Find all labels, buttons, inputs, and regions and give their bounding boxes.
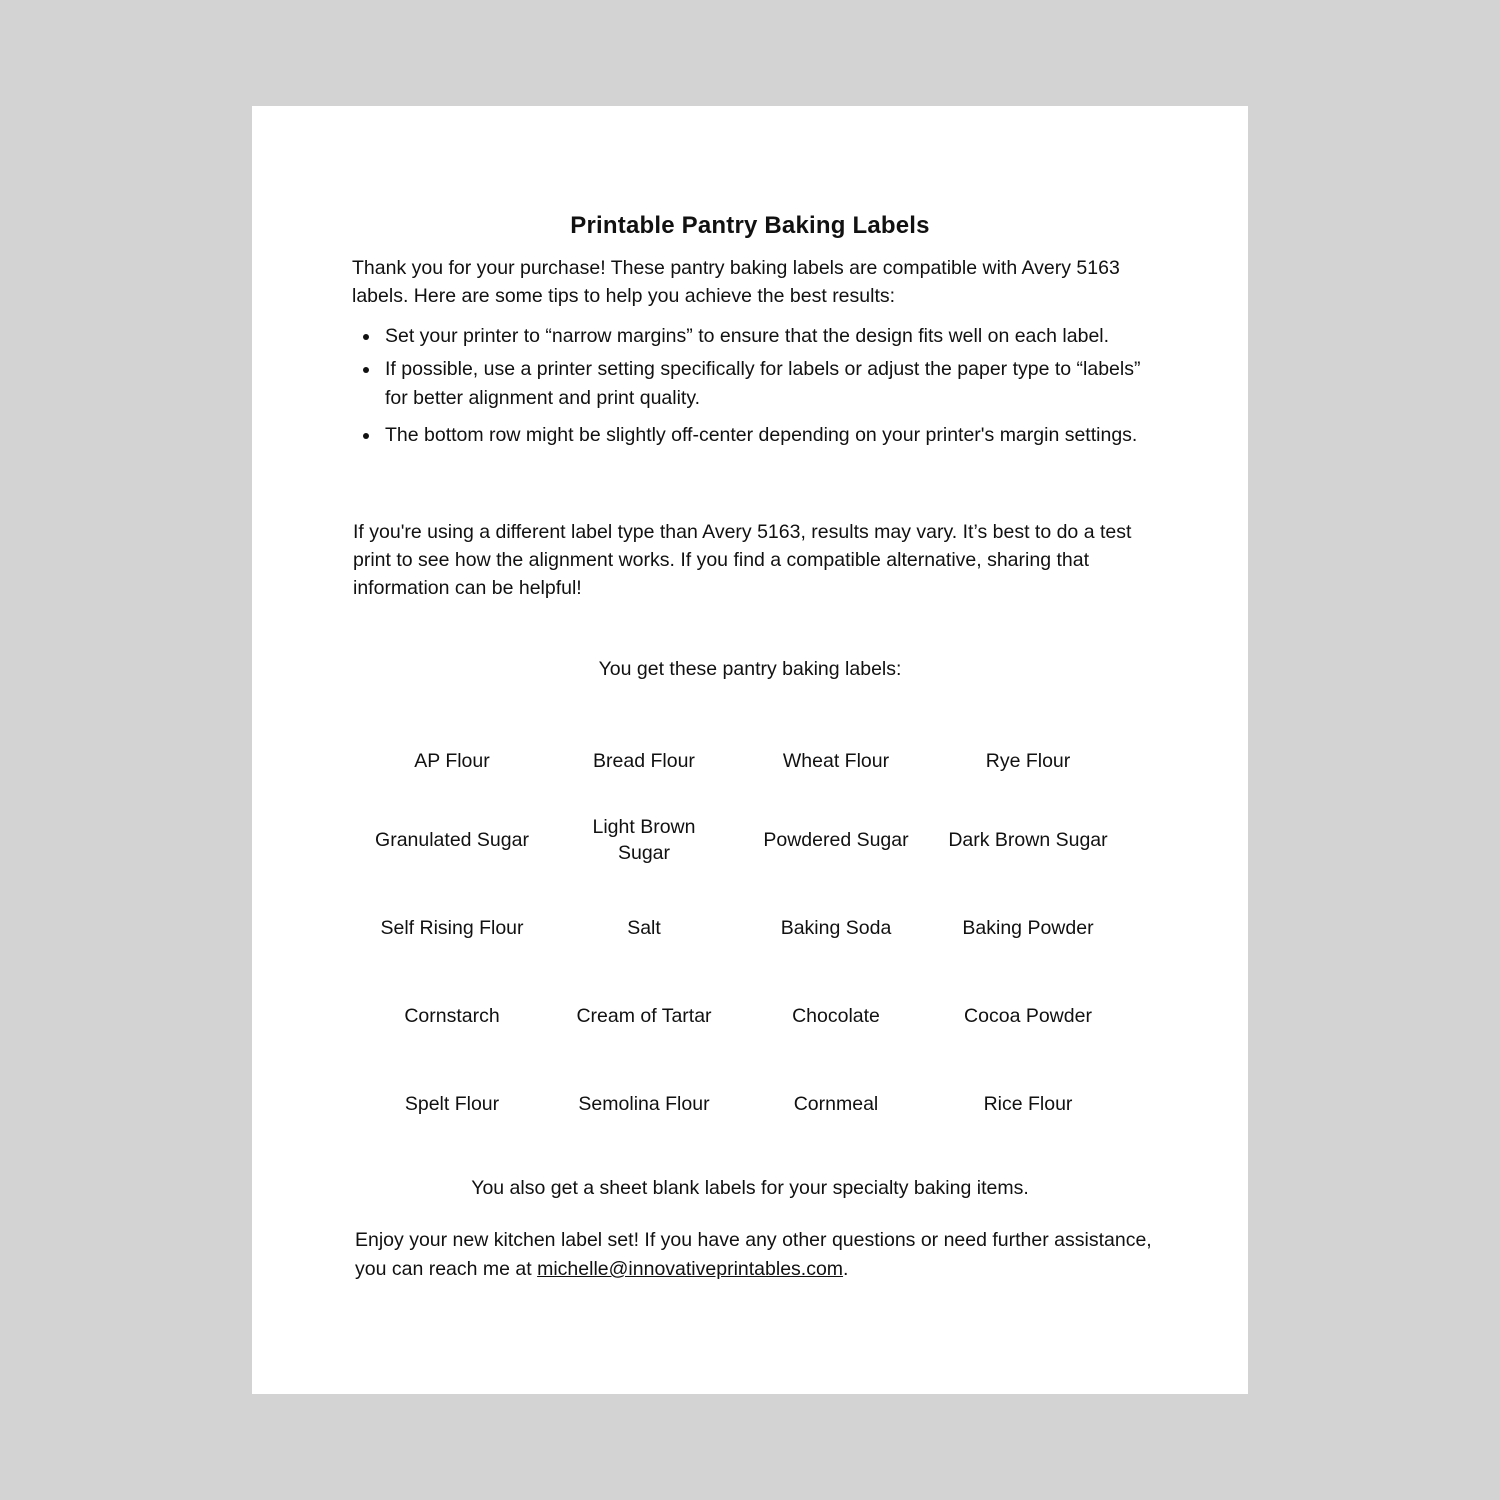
label-item: Self Rising Flour xyxy=(380,917,524,939)
bullet-icon xyxy=(363,433,369,439)
label-item: Baking Powder xyxy=(962,917,1094,939)
labels-row xyxy=(356,972,1124,1060)
label-item: Wheat Flour xyxy=(782,750,890,772)
label-item: Rice Flour xyxy=(983,1093,1073,1115)
compatibility-note: If you're using a different label type than Avery 5163, results may vary. It’s best to do a test print to see how the alignment works. If you find a compatible alternative, sharing that information can be helpful! xyxy=(353,521,1132,599)
tip-item xyxy=(352,421,1152,450)
page-title: Printable Pantry Baking Labels xyxy=(570,212,930,239)
label-item: Granulated Sugar xyxy=(375,829,529,851)
labels-row xyxy=(356,796,1124,884)
closing-text: Enjoy your new kitchen label set! If you have any other questions or need further assistance, you can reach me at xyxy=(355,1229,1152,1280)
tip-item xyxy=(352,355,1152,413)
label-item: Rye Flour xyxy=(985,750,1071,772)
labels-row xyxy=(356,1060,1124,1148)
email-link[interactable]: michelle@innovativeprintables.com xyxy=(537,1258,844,1280)
closing-period: . xyxy=(843,1258,849,1280)
label-item: AP Flour xyxy=(414,750,490,772)
label-item: Semolina Flour xyxy=(578,1093,710,1115)
label-item: Baking Soda xyxy=(780,917,892,939)
document-page xyxy=(252,106,1248,1394)
label-item: Cornstarch xyxy=(404,1005,500,1027)
tip-text: If possible, use a printer setting specifically for labels or adjust the paper type to “labels” for better alignment and print quality. xyxy=(385,358,1141,409)
label-item: Bread Flour xyxy=(593,750,695,772)
tip-text: The bottom row might be slightly off-center depending on your printer's margin settings. xyxy=(385,424,1138,446)
closing-paragraph xyxy=(355,1226,1155,1284)
label-item: Cornmeal xyxy=(793,1093,879,1115)
intro-paragraph: Thank you for your purchase! These pantry baking labels are compatible with Avery 5163 labels. Here are some tips to help you achieve the best results: xyxy=(352,257,1120,307)
label-item: Light Brown Sugar xyxy=(592,816,696,864)
labels-grid xyxy=(356,726,1124,1148)
tip-item xyxy=(352,322,1152,351)
label-item: Cream of Tartar xyxy=(576,1005,712,1027)
label-item: Powdered Sugar xyxy=(763,829,909,851)
bullet-icon xyxy=(363,367,369,373)
label-item: Salt xyxy=(627,917,661,939)
labels-row xyxy=(356,726,1124,796)
labels-row xyxy=(356,884,1124,972)
label-item: Cocoa Powder xyxy=(964,1005,1092,1027)
labels-heading: You get these pantry baking labels: xyxy=(598,658,902,680)
label-item: Spelt Flour xyxy=(404,1093,500,1115)
tips-list xyxy=(352,322,1152,454)
label-item: Dark Brown Sugar xyxy=(948,829,1108,851)
blank-labels-note: You also get a sheet blank labels for your specialty baking items. xyxy=(471,1177,1029,1199)
bullet-icon xyxy=(363,334,369,340)
tip-text: Set your printer to “narrow margins” to ensure that the design fits well on each label. xyxy=(385,325,1110,347)
label-item: Chocolate xyxy=(792,1005,880,1027)
